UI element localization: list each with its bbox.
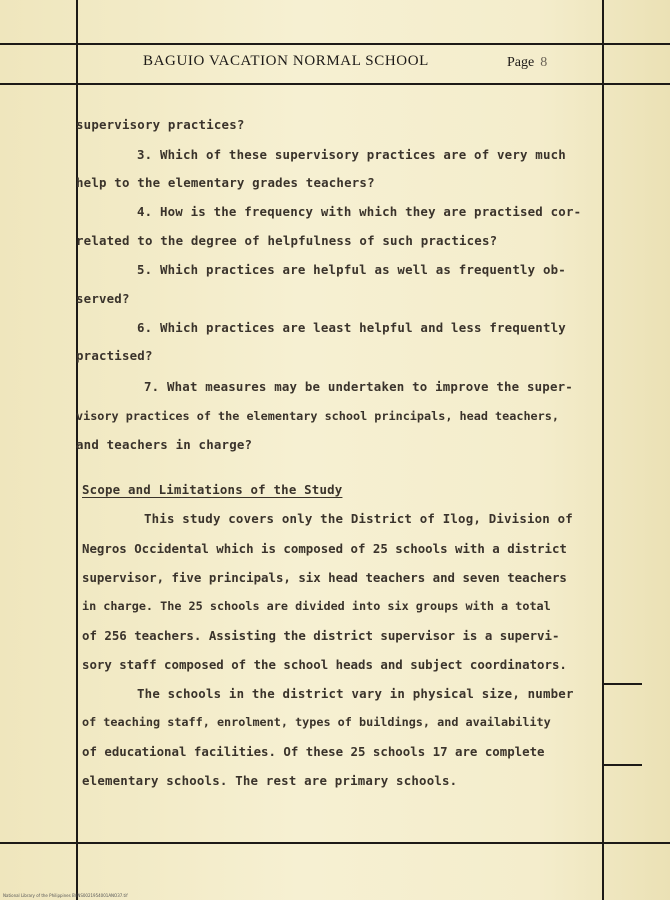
text-line: 5. Which practices are helpful as well as frequently ob- [137,262,566,277]
text-line: practised? [76,348,153,363]
page-label: Page [507,55,535,70]
text-line: The schools in the district vary in physical size, number [137,686,574,701]
text-line: of 256 teachers. Assisting the district supervisor is a supervi- [82,628,560,643]
right-margin-tick [604,683,642,685]
text-line: of teaching staff, enrolment, types of buildings, and availability [82,715,551,729]
school-title: BAGUIO VACATION NORMAL SCHOOL [143,53,429,69]
text-line: Negros Occidental which is composed of 25 schools with a district [82,541,567,556]
section-heading: Scope and Limitations of the Study [82,482,343,497]
bottom-rule [0,842,670,844]
text-line: supervisor, five principals, six head teachers and seven teachers [82,570,567,585]
text-line: This study covers only the District of Ilog, Division of [144,511,573,526]
scan-footer: National Library of the Philippines BVNS0021954001ANO37.tif [3,893,128,898]
right-margin-tick [604,764,642,766]
text-line: of educational facilities. Of these 25 schools 17 are complete [82,744,545,759]
text-line: and teachers in charge? [76,437,253,452]
text-line: 4. How is the frequency with which they are practised cor- [137,204,582,219]
text-line: 3. Which of these supervisory practices are of very much [137,147,566,162]
text-line: visory practices of the elementary school principals, head teachers, [76,409,559,423]
page-number: 8 [540,55,548,70]
text-line: 7. What measures may be undertaken to improve the super- [144,379,573,394]
text-line: sory staff composed of the school heads and subject coordinators. [82,657,567,672]
text-line: related to the degree of helpfulness of such practices? [76,233,498,248]
text-line: supervisory practices? [76,117,245,132]
text-line: in charge. The 25 schools are divided into six groups with a total [82,599,551,613]
page-number-label [507,55,547,71]
top-rule [0,43,670,45]
text-line: help to the elementary grades teachers? [76,175,375,190]
text-line: served? [76,291,130,306]
header-rule [0,83,670,85]
text-line: 6. Which practices are least helpful and less frequently [137,320,566,335]
text-line: elementary schools. The rest are primary schools. [82,773,458,788]
